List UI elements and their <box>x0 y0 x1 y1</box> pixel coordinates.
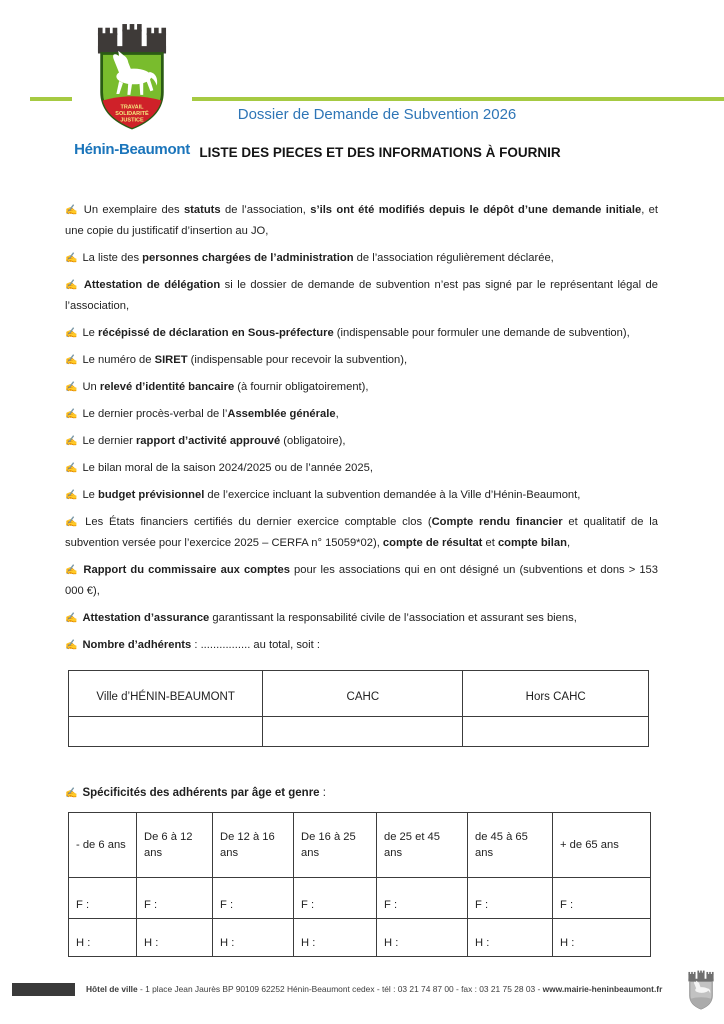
age-table-female-cell: F : <box>213 878 294 919</box>
content <box>65 200 658 957</box>
checklist-item: ✍ Le dernier rapport d’activité approuvé (obligatoire), <box>65 435 346 447</box>
age-table-male-cell: H : <box>69 919 137 957</box>
checklist-item: ✍ Un relevé d’identité bancaire (à fournir obligatoirement), <box>65 381 369 393</box>
footer-bar <box>12 983 75 996</box>
hand-bullet-icon: ✍ <box>65 382 78 393</box>
age-table-female-cell: F : <box>377 878 468 919</box>
hand-bullet-icon: ✍ <box>65 490 78 501</box>
hand-bullet-icon: ✍ <box>65 640 78 651</box>
age-table-male-cell: H : <box>213 919 294 957</box>
footer-crest-icon <box>684 962 718 1022</box>
checklist-item: ✍ Rapport du commissaire aux comptes pour les associations qui en ont désigné un (subventions et dons > 153 000 €), <box>65 564 658 597</box>
motto-line-3: JUSTICE <box>120 117 144 124</box>
members-table-empty-cell <box>263 717 463 747</box>
hand-bullet-icon: ✍ <box>65 463 78 474</box>
checklist-item: ✍ Attestation d’assurance garantissant la responsabilité civile de l’association et assurant ses biens, <box>65 612 577 624</box>
age-table-female-cell: F : <box>69 878 137 919</box>
hand-bullet-icon: ✍ <box>65 205 79 216</box>
doc-title: Dossier de Demande de Subvention 2026 <box>237 106 517 123</box>
spec-heading: ✍ Spécificités des adhérents par âge et genre : <box>65 787 326 799</box>
hand-bullet-icon: ✍ <box>65 436 78 447</box>
checklist-item: ✍ La liste des personnes chargées de l’administration de l’association régulièrement déclarée, <box>65 252 554 264</box>
city-logo <box>72 22 192 159</box>
age-table-header-cell: - de 6 ans <box>69 813 137 878</box>
age-table-male-cell: H : <box>137 919 213 957</box>
hand-bullet-icon: ✍ <box>65 355 78 366</box>
motto-line-2: SOLIDARITÉ <box>115 111 149 118</box>
motto-line-1: TRAVAIL <box>120 104 144 111</box>
checklist-item: ✍ Le numéro de SIRET (indispensable pour recevoir la subvention), <box>65 354 408 366</box>
checklist-item: ✍ Le dernier procès-verbal de l’Assemblée générale, <box>65 408 339 420</box>
checklist-item: ✍ Le récépissé de déclaration en Sous-préfecture (indispensable pour formuler une demande de subvention), <box>65 327 630 339</box>
members-table-empty-cell <box>69 717 263 747</box>
age-table <box>68 812 651 957</box>
age-table-header-cell: de 45 à 65 ans <box>468 813 553 878</box>
checklist <box>65 200 658 656</box>
hand-bullet-icon: ✍ <box>65 280 79 291</box>
age-table-header-cell: De 12 à 16 ans <box>213 813 294 878</box>
age-table-female-cell: F : <box>294 878 377 919</box>
hand-bullet-icon: ✍ <box>65 565 79 576</box>
doc-subtitle: LISTE DES PIECES ET DES INFORMATIONS À FOURNIR <box>199 145 561 160</box>
checklist-item: ✍ Le budget prévisionnel de l’exercice incluant la subvention demandée à la Ville d’Hénin-Beaumont, <box>65 489 581 501</box>
age-table-female-cell: F : <box>553 878 651 919</box>
checklist-item: ✍ Les États financiers certifiés du dernier exercice comptable clos (Compte rendu financier et qualitatif de la subvention versée pour l’exercice 2025 – CERFA n° 15059*02), compte de résultat et compte bilan, <box>65 516 658 549</box>
hand-bullet-icon: ✍ <box>65 788 78 799</box>
members-table-header-cell: CAHC <box>263 671 463 717</box>
checklist-item: ✍ Un exemplaire des statuts de l’association, s’ils ont été modifiés depuis le dépôt d’une demande initiale, et une copie du justificatif d’insertion au JO, <box>65 204 659 237</box>
checklist-item: ✍ Nombre d’adhérents : ................ au total, soit : <box>65 639 320 651</box>
footer-address: Hôtel de ville - 1 place Jean Jaurès BP 90109 62252 Hénin-Beaumont cedex - tél : 03 21 74 87 00 - fax : 03 21 75 28 03 - www.mairie-heninbeaumont.fr <box>86 984 663 994</box>
members-table <box>68 670 649 747</box>
hand-bullet-icon: ✍ <box>65 409 78 420</box>
age-table-male-cell: H : <box>377 919 468 957</box>
age-table-header-cell: De 16 à 25 ans <box>294 813 377 878</box>
hand-bullet-icon: ✍ <box>65 517 81 528</box>
castle-towers-icon <box>98 24 166 53</box>
city-name: Hénin-Beaumont <box>74 141 190 158</box>
age-table-male-cell: H : <box>468 919 553 957</box>
checklist-item: ✍ Attestation de délégation si le dossier de demande de subvention n’est pas signé par le représentant légal de l’association, <box>65 279 658 312</box>
age-table-header-cell: De 6 à 12 ans <box>137 813 213 878</box>
hand-bullet-icon: ✍ <box>65 253 78 264</box>
hand-bullet-icon: ✍ <box>65 328 78 339</box>
age-table-header-cell: de 25 et 45 ans <box>377 813 468 878</box>
checklist-item: ✍ Le bilan moral de la saison 2024/2025 ou de l’année 2025, <box>65 462 373 474</box>
hand-bullet-icon: ✍ <box>65 613 78 624</box>
members-table-header-cell: Hors CAHC <box>463 671 649 717</box>
age-table-header-cell: + de 65 ans <box>553 813 651 878</box>
age-table-male-cell: H : <box>294 919 377 957</box>
age-table-female-cell: F : <box>137 878 213 919</box>
age-table-female-cell: F : <box>468 878 553 919</box>
members-table-header-cell: Ville d’HÉNIN-BEAUMONT <box>69 671 263 717</box>
age-table-male-cell: H : <box>553 919 651 957</box>
members-table-empty-cell <box>463 717 649 747</box>
